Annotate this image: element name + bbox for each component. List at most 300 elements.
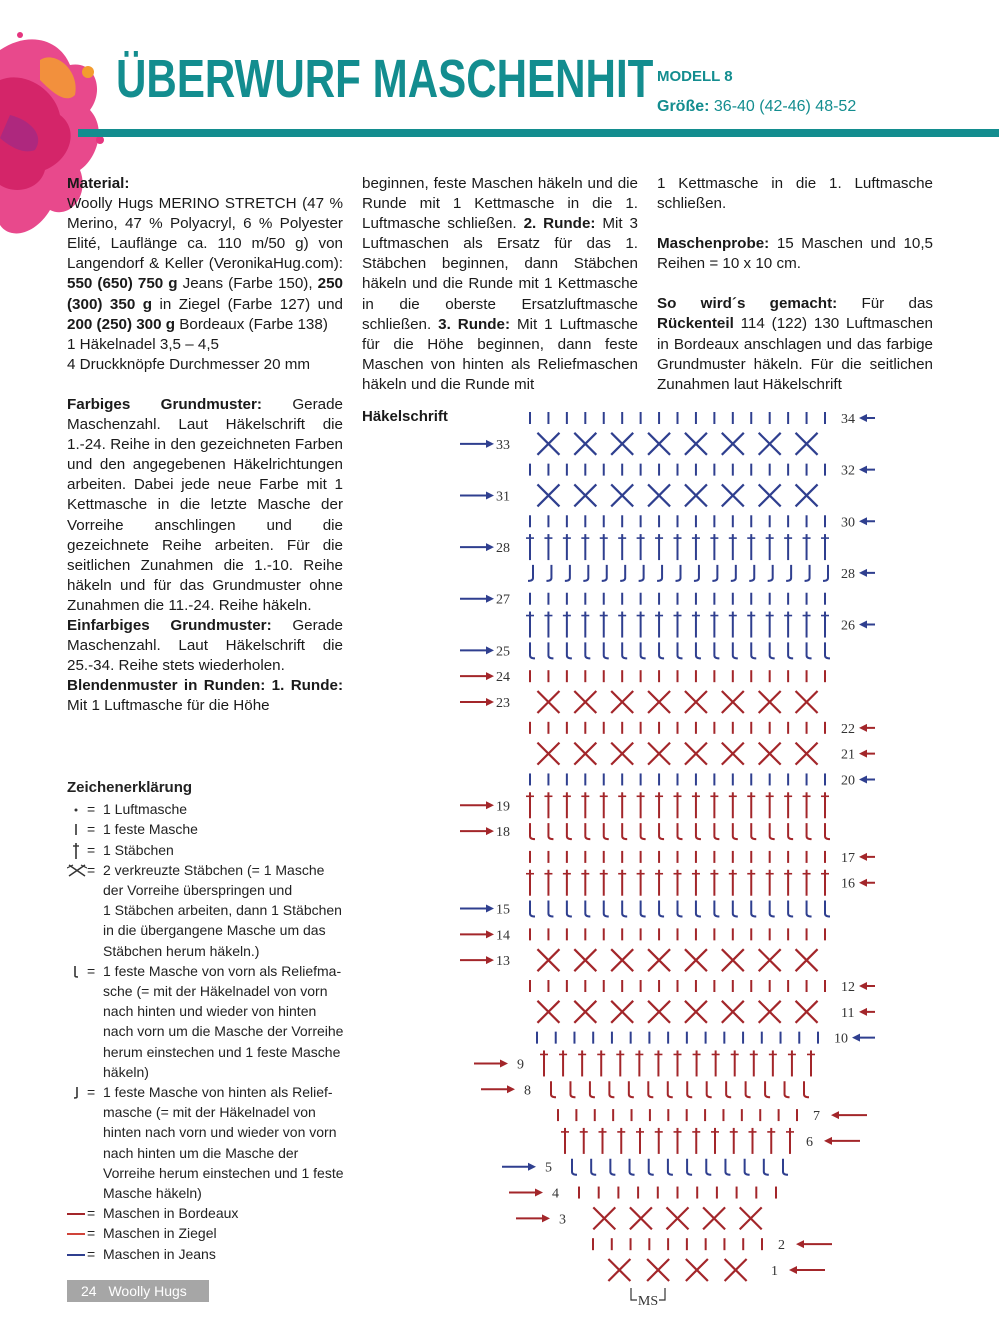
relief-back-mark [731,565,736,581]
relief-front-mark [604,823,609,839]
so-text: 114 (122) 130 Luftmaschen in Bordeaux anschlagen und das farbige Grundmuster häkeln. Für die seitlichen Zunahmen laut Häkelschrift [657,315,933,393]
relief-front-mark [604,901,609,917]
chart-title: Häkelschrift [362,408,448,425]
legend-text: Vorreihe herum einstechen und 1 feste [103,1164,344,1181]
so-text: Für das [837,295,933,313]
size-value: 36-40 (42-46) 48-52 [713,98,857,115]
amount-bordeaux: 200 (250) 300 g [67,315,176,333]
chart-row-14 [460,928,825,943]
relief-back-mark [620,565,625,581]
relief-front-mark [696,642,701,658]
relief-front-mark [668,1159,673,1175]
relief-back-mark [786,565,791,581]
bordeaux-swatch-icon [67,1203,85,1223]
row-number: 2 [778,1238,785,1254]
relief-front-mark [629,1081,634,1097]
relief-front-mark [641,823,646,839]
relief-front-mark [567,901,572,917]
row-arrow-head [500,1059,508,1067]
symbol-legend [67,778,367,1264]
relief-front-mark [733,823,738,839]
legend-eq: = [87,841,96,858]
chart-row-6 [561,1128,860,1154]
row-number: 26 [841,618,855,634]
row-number: 30 [841,515,855,531]
page-title: ÜBERWURF MASCHENHIT [116,49,654,109]
einfarbig-label: Einfarbiges Grundmuster: [67,616,272,634]
chain-stitch-icon [67,799,85,819]
legend-text: masche (= mit der Häkelnadel von [103,1104,316,1121]
legend-text: 2 verkreuzte Stäbchen (= 1 Masche [103,861,325,878]
text-column-1 [67,174,343,716]
farbig-label: Farbiges Grundmuster: [67,395,262,413]
material-text: Bordeaux (Farbe 138) [175,315,328,333]
relief-front-mark [788,901,793,917]
row-arrow-head [486,801,494,809]
row-arrow-head [789,1266,797,1274]
maschenprobe [657,234,933,274]
relief-back-mark [694,565,699,581]
row-number: 10 [834,1031,848,1047]
crossed-stitch-icon [67,860,85,880]
relief-front-mark [551,1081,556,1097]
row-arrow-head [859,775,867,783]
chart-row-19 [460,792,829,818]
chart-row-17 [530,851,875,866]
relief-front-mark [706,1159,711,1175]
row-number: 8 [524,1083,531,1099]
chart-row-16 [526,870,875,896]
relief-front-mark [770,901,775,917]
chart-row-2 [593,1238,832,1253]
relief-back-mark [657,565,662,581]
legend-item [67,860,367,880]
relief-front-mark [570,1081,575,1097]
legend-eq: = [87,1245,96,1262]
chart-row-33 [460,433,818,455]
page-number: 24 [81,1283,97,1299]
legend-text: 1 feste Masche [103,821,198,838]
relief-front-mark [622,642,627,658]
relief-front-mark [604,642,609,658]
row-arrow-head [486,930,494,938]
legend-item [67,1203,367,1223]
legend-text: nach vorn um die Masche der Vorreihe [103,1023,344,1040]
chart-row-25 [460,642,830,659]
row-number: 34 [841,412,855,427]
ms-bracket-left [631,1288,637,1300]
legend-text: Maschen in Ziegel [103,1225,217,1242]
relief-front-mark [725,1159,730,1175]
chart-row-9 [474,1050,815,1076]
chart-row-30 [530,515,875,530]
row-number: 4 [552,1186,559,1202]
relief-back-mark [712,565,717,581]
row-arrow-head [535,1189,543,1197]
row-arrow-head [859,621,867,629]
relief-front-mark [590,1081,595,1097]
relief-front-mark [807,901,812,917]
legend-text: 1 Stäbchen arbeiten, dann 1 Stäbchen [103,902,342,919]
row-number: 15 [496,902,510,918]
needle-line: 1 Häkelnadel 3,5 – 4,5 [67,335,219,353]
relief-front-mark [572,1159,577,1175]
row-arrow-head [507,1085,515,1093]
relief-back-mark [565,565,570,581]
material-paragraph [67,174,343,335]
row-number: 17 [841,850,855,866]
relief-front-mark [825,901,830,917]
legend-text: nach hinten um die Masche der [103,1144,299,1161]
row-arrow-head [824,1137,832,1145]
legend-eq: = [87,1225,96,1242]
row-arrow-head [859,982,867,990]
relief-front-mark [770,642,775,658]
row-arrow-head [796,1240,804,1248]
relief-front-mark [668,1081,673,1097]
relief-front-mark [678,823,683,839]
relief-front-mark [585,901,590,917]
chart-row-5 [502,1159,788,1176]
chart-row-28b [460,534,829,560]
round-3-text: Mit 1 Luftmasche für die Höhe beginnen, dann feste Maschen von hinten als Reliefmaschen häkeln und die Runde mit [362,315,638,393]
relief-back-mark [583,565,588,581]
relief-front-mark [659,823,664,839]
size-info [657,98,856,116]
chart-row-11 [537,1001,875,1023]
blenden-text: Mit 1 Luftmasche für die Höhe [67,697,270,715]
row-number: 9 [517,1057,524,1073]
amount-jeans: 550 (650) 750 g [67,275,178,293]
chart-row-26 [526,612,875,638]
text-column-3 [657,174,933,395]
relief-front-mark [785,1081,790,1097]
row-arrow-head [542,1214,550,1222]
relief-front-mark [530,642,535,658]
chart-row-7 [558,1109,867,1124]
legend-text: Masche häkeln) [103,1185,202,1202]
row-number: 21 [841,747,855,763]
relief-front-mark [659,901,664,917]
row-number: 28 [841,566,855,582]
chart-row-34 [530,412,875,427]
legend-text: 1 feste Masche von vorn als Reliefma- [103,962,342,979]
relief-front-mark [764,1159,769,1175]
chart-row-21 [537,743,875,765]
relief-front-mark [567,823,572,839]
chart-row-27 [460,593,825,608]
chart-row-4 [509,1187,776,1202]
amount-ziegel: 250 (300) 350 g [67,275,343,313]
material-text: in Ziegel (Farbe 127) und [152,295,343,313]
row-number: 11 [841,1005,855,1021]
row-number: 24 [496,670,510,686]
legend-eq: = [87,821,96,838]
row-number: 31 [496,489,510,505]
row-arrow-head [859,414,867,422]
relief-front-mark [591,1159,596,1175]
row-number: 22 [841,721,855,737]
relief-front-mark [804,1081,809,1097]
relief-back-mark [805,565,810,581]
row-arrow-head [859,724,867,732]
relief-front-mark [788,642,793,658]
ziegel-swatch-icon [67,1223,85,1243]
row-number: 19 [496,799,510,815]
row-arrow-head [486,698,494,706]
row-arrow-head [486,595,494,603]
row-number: 14 [496,928,510,944]
relief-front-mark [610,1159,615,1175]
row-number: 6 [806,1134,813,1150]
buttons-line: 4 Druckknöpfe Durchmesser 20 mm [67,355,311,373]
probe-text: 15 Maschen und 10,5 Reihen = 10 x 10 cm. [657,235,933,273]
chart-row-12 [530,980,875,995]
row-number: 3 [559,1212,566,1228]
relief-front-mark [696,901,701,917]
farbig-text: Gerade Maschenzahl. Laut Häkelschrift die 1.-24. Reihe in den gezeichneten Farben und den angegebenen Häkelrichtungen arbeiten. Dabei jede neue Farbe mit 1 Kettmasche in die letzte Masche der Vorreihe anschlingen und die gezeichnete Reihe arbeiten. Für die seitlichen Zunahmen die 1.-10. Reihe häkeln und für das Grundmuster ohne Zunahmen die 11.-24. Reihe häkeln. [67,395,343,614]
ms-label: MS [637,1294,659,1309]
round-3-label: 3. Runde: [438,315,511,333]
relief-front-mark [825,823,830,839]
relief-front-mark [765,1081,770,1097]
double-crochet-icon [67,840,85,860]
row-number: 20 [841,773,855,789]
chart-row-28 [528,565,875,582]
legend-item [67,840,367,860]
relief-front-mark [788,823,793,839]
relief-back-mark [546,565,551,581]
relief-front-mark [585,823,590,839]
jeans-swatch-icon [67,1244,85,1264]
chart-row-3 [516,1207,762,1229]
text-column-2 [362,174,638,395]
relief-front-mark [548,642,553,658]
round-1-text: beginnen, feste Maschen häkeln und die Runde mit 1 Kettmasche in die 1. Luftmasche schließen. [362,175,638,233]
legend-text: 1 feste Masche von hinten als Relief- [103,1084,333,1101]
relief-back-mark [676,565,681,581]
row-arrow-head [486,491,494,499]
relief-back-mark [749,565,754,581]
relief-front-mark [751,823,756,839]
row-arrow-head [486,672,494,680]
relief-front-mark [609,1081,614,1097]
legend-item [67,799,367,819]
legend-eq: = [87,1205,96,1222]
relief-back-mark [639,565,644,581]
chart-row-22 [530,722,875,737]
relief-front-mark [622,901,627,917]
legend-text: hinten nach vorn und wieder von vorn [103,1124,337,1141]
legend-text: nach hinten und wieder von hinten [103,1003,317,1020]
header-rule [78,129,999,137]
relief-front-mark [687,1159,692,1175]
row-arrow-head [859,879,867,887]
legend-text: Maschen in Bordeaux [103,1205,239,1222]
round-2-label: 2. Runde: [523,215,596,233]
size-label: Größe: [657,98,710,115]
relief-front-mark [659,642,664,658]
legend-text: in die übergangene Masche um das [103,922,326,939]
row-number: 5 [545,1160,552,1176]
relief-front-mark [714,642,719,658]
einfarbiges-grundmuster [67,616,343,676]
legend-item [67,1082,367,1102]
relief-front-mark [567,642,572,658]
row-number: 25 [496,644,510,660]
relief-front-icon [67,961,85,981]
chart-row-8 [481,1081,809,1098]
relief-front-mark [687,1081,692,1097]
material-text: Woolly Hugs MERINO STRETCH (47 % Merino, 47 % Polyacryl, 6 % Polyester Elité, Lauflänge ca. 110 m/50 g) von Langendorf & Keller (VeronikaHug.com): [67,195,343,273]
chart-row-24 [460,670,825,685]
relief-front-mark [548,901,553,917]
row-number: 7 [813,1109,820,1125]
relief-front-mark [825,642,830,658]
relief-front-mark [745,1159,750,1175]
row-arrow-head [831,1111,839,1119]
row-arrow-head [486,646,494,654]
relief-front-mark [807,642,812,658]
chart-row-23 [460,691,818,713]
material-text: Jeans (Farbe 150), [177,275,313,293]
row-number: 27 [496,592,510,608]
row-number: 23 [496,696,510,711]
crochet-chart [455,400,875,1320]
legend-item [67,819,367,839]
row-number: 18 [496,825,510,841]
relief-front-mark [696,823,701,839]
legend-item [67,961,367,981]
ms-bracket-right [659,1288,665,1300]
relief-front-mark [783,1159,788,1175]
legend-text: herum einstechen und 1 feste Masche [103,1043,341,1060]
relief-front-mark [726,1081,731,1097]
legend-text: 1 Stäbchen [103,841,174,858]
chart-row-32 [530,464,875,479]
probe-label: Maschenprobe: [657,235,770,253]
legend-item [67,1244,367,1264]
relief-front-mark [678,901,683,917]
ruecken-label: Rückenteil [657,315,734,333]
chart-row-1 [608,1259,825,1281]
farbiges-grundmuster [67,395,343,616]
row-arrow-head [486,827,494,835]
row-number: 33 [496,437,510,453]
relief-front-mark [641,642,646,658]
relief-back-mark [823,565,828,581]
legend-title: Zeichenerklärung [67,779,193,796]
blendenmuster [67,676,343,716]
relief-front-mark [707,1081,712,1097]
legend-text: Stäbchen herum häkeln.) [103,942,260,959]
relief-front-mark [641,901,646,917]
footer-brand: Woolly Hugs [108,1283,187,1299]
chart-row-15 [460,901,830,918]
row-number: 12 [841,980,855,995]
row-arrow-head [486,905,494,913]
relief-back-mark [602,565,607,581]
chart-row-10 [537,1032,875,1047]
instructions [657,294,933,394]
row-arrow-head [852,1034,860,1042]
row-number: 32 [841,463,855,479]
relief-back-mark [528,565,533,581]
row-number: 28 [496,541,510,557]
chart-row-20 [530,773,875,788]
row-arrow-head [486,956,494,964]
legend-item [67,1223,367,1243]
legend-text: 1 Luftmasche [103,801,188,818]
row-arrow-head [859,1008,867,1016]
single-crochet-icon [67,819,85,839]
row-arrow-head [859,569,867,577]
round-3-end: 1 Kettmasche in die 1. Luftmasche schließen. [657,175,933,213]
relief-front-mark [630,1159,635,1175]
row-arrow-head [486,543,494,551]
row-arrow-head [486,440,494,448]
row-number: 16 [841,876,855,892]
legend-text: sche (= mit der Häkelnadel von vorn [103,983,328,1000]
legend-text: Maschen in Jeans [103,1245,216,1262]
legend-text: der Vorreihe überspringen und [103,882,293,899]
relief-front-mark [714,901,719,917]
chart-row-13 [460,949,818,971]
relief-front-mark [622,823,627,839]
row-arrow-head [528,1163,536,1171]
page-footer [67,1280,209,1302]
relief-front-mark [770,823,775,839]
legend-eq: = [87,962,96,979]
legend-eq: = [87,1084,96,1101]
round-2-text: Mit 3 Luftmaschen als Ersatz für das 1. Stäbchen beginnen, dann Stäbchen häkeln und die Runde mit 1 Kettmasche in die oberste Ersatzluftmasche schließen. [362,215,638,333]
row-number: 1 [771,1264,778,1279]
chart-row-31 [460,484,818,506]
legend-eq: = [87,801,96,818]
relief-front-mark [649,1159,654,1175]
relief-front-mark [807,823,812,839]
chart-row-18 [460,823,830,840]
relief-front-mark [733,642,738,658]
rounds-paragraph [362,174,638,395]
relief-front-mark [648,1081,653,1097]
einfarbig-text: Gerade Maschenzahl. Laut Häkelschrift die 25.-34. Reihe stets wiederholen. [67,616,343,675]
row-number: 13 [496,954,510,970]
relief-front-mark [714,823,719,839]
legend-eq: = [87,861,96,878]
row-arrow-head [859,853,867,861]
relief-back-mark [768,565,773,581]
row-arrow-head [859,466,867,474]
model-label: MODELL 8 [657,68,733,85]
relief-front-mark [548,823,553,839]
relief-front-mark [530,823,535,839]
legend-text: häkeln) [103,1063,149,1080]
relief-front-mark [530,901,535,917]
relief-back-icon [67,1082,85,1102]
row-arrow-head [859,750,867,758]
row-arrow-head [859,517,867,525]
so-label: So wird´s gemacht: [657,295,838,313]
relief-front-mark [746,1081,751,1097]
relief-front-mark [678,642,683,658]
relief-front-mark [733,901,738,917]
relief-front-mark [585,642,590,658]
relief-front-mark [751,901,756,917]
material-label: Material: [67,175,130,192]
blenden-label: Blendenmuster in Runden: 1. Runde: [67,677,343,695]
relief-front-mark [751,642,756,658]
